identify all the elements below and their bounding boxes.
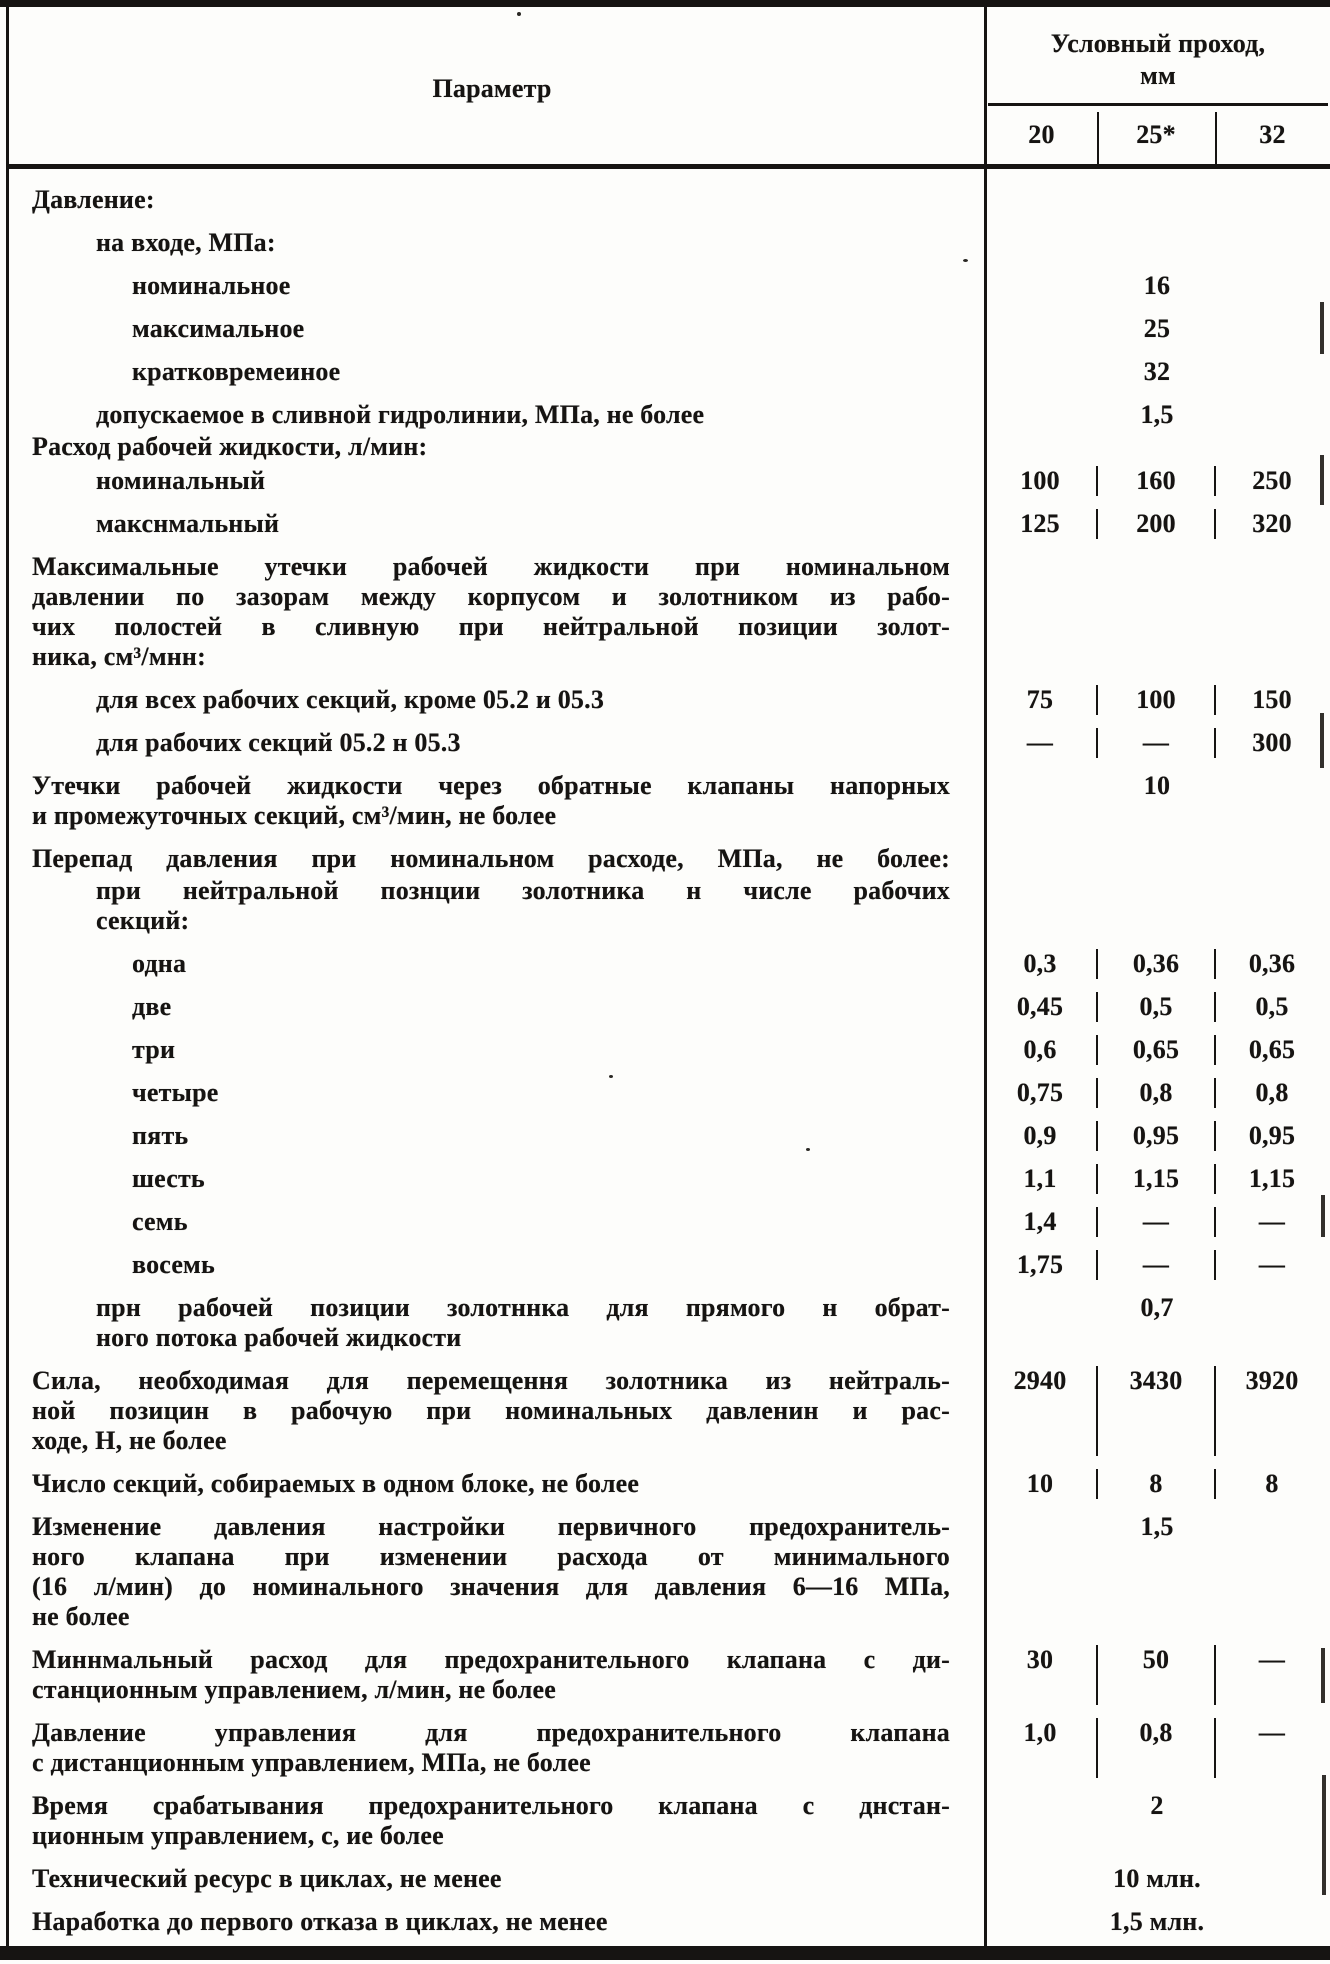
value-cell-25: — — [1096, 1207, 1214, 1237]
values-area — [984, 685, 1330, 715]
value-cell-25: 0,65 — [1096, 1035, 1214, 1065]
values-area — [984, 1207, 1330, 1237]
value-cell-25: 200 — [1096, 509, 1214, 539]
values-area — [984, 228, 1330, 258]
param-line: Расход рабочей жидкости, л/мин: — [32, 432, 428, 461]
values-area — [984, 1164, 1330, 1194]
param-cell — [8, 844, 984, 874]
table-row — [8, 430, 1330, 462]
table-row — [8, 462, 1330, 496]
value-cell-32: 0,5 — [1214, 992, 1328, 1022]
param-cell — [8, 1469, 984, 1499]
value-cell-span: 0,7 — [1140, 1293, 1174, 1322]
value-cell-20: 1,75 — [1016, 1250, 1064, 1279]
table-row — [8, 715, 1330, 758]
param-line: семь — [132, 1207, 188, 1236]
value-cell-32: 300 — [1214, 728, 1328, 758]
param-cell — [8, 1718, 984, 1778]
value-cell-32: — — [1214, 1207, 1328, 1237]
param-cell — [8, 185, 984, 215]
value-cell-25: 160 — [1096, 466, 1214, 496]
values-area — [984, 1250, 1330, 1280]
values-area — [984, 552, 1330, 672]
values-area — [984, 466, 1330, 496]
values-area — [984, 1864, 1330, 1894]
values-area — [984, 1718, 1330, 1778]
param-cell — [8, 228, 984, 258]
table-row — [8, 496, 1330, 539]
param-line: ной позицин в рабочую при номинальных давленин и рас- — [32, 1396, 950, 1425]
table-row — [8, 1894, 1330, 1937]
value-cell-32: 0,8 — [1214, 1078, 1328, 1108]
value-cell-32: 0,36 — [1214, 949, 1328, 979]
values-area — [984, 949, 1330, 979]
param-cell — [8, 1164, 984, 1194]
values-area — [984, 509, 1330, 539]
values-area — [984, 992, 1330, 1022]
param-line: восемь — [132, 1250, 215, 1279]
param-cell — [8, 1791, 984, 1851]
param-line: номинальный — [96, 466, 266, 495]
table-row — [8, 979, 1330, 1022]
table-row — [8, 344, 1330, 387]
table-row — [8, 672, 1330, 715]
param-cell — [8, 314, 984, 344]
param-cell — [8, 992, 984, 1022]
param-line: (16 л/мин) до номинального значения для давления 6—16 МПа, — [32, 1572, 950, 1601]
value-cell-span: 10 млн. — [1113, 1864, 1201, 1893]
param-line: для всех рабочих секций, кроме 05.2 и 05.3 — [96, 685, 605, 714]
subcolumn-header-25: 25* — [1136, 120, 1176, 149]
value-cell-span: 32 — [1143, 357, 1171, 386]
values-area — [984, 314, 1330, 344]
param-line: станционным управлением, л/мин, не более — [32, 1675, 557, 1704]
table-row — [8, 1194, 1330, 1237]
value-cell-20: — — [1026, 728, 1054, 757]
subcolumn-header-20: 20 — [1028, 120, 1055, 149]
value-cell-span: 1,5 — [1140, 1512, 1174, 1541]
param-cell — [8, 271, 984, 301]
param-cell — [8, 1078, 984, 1108]
value-cell-20: 0,45 — [1016, 992, 1064, 1021]
param-column-header — [8, 18, 976, 160]
top-border-line — [0, 0, 1330, 7]
param-line: Максимальные утечки рабочей жидкости при номинальном — [32, 552, 950, 581]
table-row — [8, 387, 1330, 430]
param-cell — [8, 771, 984, 831]
param-cell — [8, 1207, 984, 1237]
value-cell-20: 2940 — [1013, 1366, 1067, 1395]
value-cell-25: 0,8 — [1096, 1718, 1214, 1778]
param-line: Перепад давления при номинальном расходе, МПа, не более: — [32, 844, 950, 873]
param-cell — [8, 1645, 984, 1705]
param-line: макснмальный — [96, 509, 280, 538]
param-cell — [8, 1035, 984, 1065]
value-cell-32: — — [1214, 1718, 1328, 1778]
table-row — [8, 1022, 1330, 1065]
param-line: Изменение давления настройки первичного предохранитель- — [32, 1512, 950, 1541]
param-line: одна — [132, 949, 187, 978]
param-line: Давление управления для предохранительного клапана — [32, 1718, 950, 1747]
param-column-header-label: Параметр — [432, 74, 552, 103]
value-cell-25: 3430 — [1096, 1366, 1214, 1456]
param-line: Наработка до первого отказа в циклах, не менее — [32, 1907, 608, 1936]
param-cell — [8, 466, 984, 496]
table-row — [8, 215, 1330, 258]
values-area — [984, 432, 1330, 462]
param-line: на входе, МПа: — [96, 228, 276, 257]
param-line: с дистанционным управлением, МПа, не более — [32, 1748, 591, 1777]
param-cell — [8, 949, 984, 979]
values-area — [984, 1078, 1330, 1108]
value-cell-25: 0,36 — [1096, 949, 1214, 979]
param-line: прн рабочей позиции золотннка для прямого н обрат- — [96, 1293, 950, 1322]
value-cell-25: 1,15 — [1096, 1164, 1214, 1194]
value-cell-20: 0,3 — [1023, 949, 1057, 978]
value-cell-32: 250 — [1214, 466, 1328, 496]
param-line: ходе, Н, не более — [32, 1426, 227, 1455]
param-line: максимальное — [132, 314, 305, 343]
param-cell — [8, 509, 984, 539]
value-cell-span: 16 — [1143, 271, 1171, 300]
scan-speckle — [517, 12, 521, 16]
param-cell — [8, 357, 984, 387]
param-cell — [8, 1121, 984, 1151]
param-cell — [8, 876, 984, 936]
value-cell-span: 1,5 млн. — [1109, 1907, 1205, 1936]
param-line: Число секций, собираемых в одном блоке, не более — [32, 1469, 640, 1498]
param-line: кратковремеиное — [132, 357, 341, 386]
param-line: Утечки рабочей жидкости через обратные клапаны напорных — [32, 771, 950, 800]
table-row — [8, 539, 1330, 672]
value-cell-20: 1,0 — [1023, 1718, 1057, 1747]
table-row — [8, 1280, 1330, 1353]
table-row — [8, 1353, 1330, 1456]
table-row — [8, 1705, 1330, 1778]
subcolumn-header-32: 32 — [1259, 120, 1286, 149]
values-area — [984, 357, 1330, 387]
param-cell — [8, 685, 984, 715]
param-line: допускаемое в сливной гидролинии, МПа, не более — [96, 400, 705, 429]
param-cell — [8, 432, 984, 462]
param-line: и промежуточных секций, см³/мин, не более — [32, 801, 557, 830]
values-area — [984, 728, 1330, 758]
value-cell-32: 0,65 — [1214, 1035, 1328, 1065]
values-area — [984, 1035, 1330, 1065]
param-cell — [8, 1864, 984, 1894]
value-cell-32: 8 — [1214, 1469, 1328, 1499]
table-row — [8, 1065, 1330, 1108]
table-row — [8, 258, 1330, 301]
values-area — [984, 1791, 1330, 1851]
param-cell — [8, 1250, 984, 1280]
table-row — [8, 831, 1330, 874]
param-line: ного клапана при изменении расхода от минимального — [32, 1542, 950, 1571]
values-area — [984, 1907, 1330, 1937]
value-cell-span: 2 — [1150, 1791, 1164, 1820]
table-row — [8, 1237, 1330, 1280]
table-row — [8, 1632, 1330, 1705]
group-header-line2: мм — [1140, 61, 1176, 90]
value-cell-20: 0,6 — [1023, 1035, 1057, 1064]
param-line: шесть — [132, 1164, 205, 1193]
value-cell-span: 25 — [1143, 314, 1171, 343]
values-area — [984, 844, 1330, 874]
values-area — [984, 1121, 1330, 1151]
table-row — [8, 1778, 1330, 1851]
param-cell — [8, 1366, 984, 1456]
param-line: секций: — [96, 906, 190, 935]
param-line: номинальное — [132, 271, 291, 300]
value-cell-32: — — [1214, 1250, 1328, 1280]
table-row — [8, 1456, 1330, 1499]
param-line: Сила, необходимая для перемещення золотника из нейтраль- — [32, 1366, 950, 1395]
param-line: три — [132, 1035, 176, 1064]
values-area — [984, 1645, 1330, 1705]
values-area — [984, 1512, 1330, 1632]
value-cell-32: 0,95 — [1214, 1121, 1328, 1151]
value-cell-25: 0,8 — [1096, 1078, 1214, 1108]
param-line: ника, см³/мнн: — [32, 642, 206, 671]
param-line: четыре — [132, 1078, 219, 1107]
param-line: чих полостей в сливную при нейтральной позиции золот- — [32, 612, 950, 641]
value-cell-25: — — [1096, 728, 1214, 758]
table-row — [8, 301, 1330, 344]
param-line: не более — [32, 1602, 130, 1631]
param-line: ционным управлением, с, ие более — [32, 1821, 444, 1850]
value-cell-32: 3920 — [1214, 1366, 1328, 1456]
table-body — [8, 169, 1330, 1937]
value-cell-span: 1,5 — [1140, 400, 1174, 429]
value-cell-32: 1,15 — [1214, 1164, 1328, 1194]
value-cell-32: — — [1214, 1645, 1328, 1705]
param-cell — [8, 400, 984, 430]
value-cell-25: 8 — [1096, 1469, 1214, 1499]
param-line: Давление: — [32, 185, 155, 214]
table-row — [8, 936, 1330, 979]
param-line: Технический ресурс в циклах, не менее — [32, 1864, 502, 1893]
param-line: при нейтральной познции золотника н числе рабочих — [96, 876, 950, 905]
value-cell-20: 100 — [1020, 466, 1060, 495]
table-row — [8, 169, 1330, 215]
group-header-line1: Условный проход, — [1050, 29, 1266, 58]
param-cell — [8, 728, 984, 758]
values-area — [984, 271, 1330, 301]
subcolumn-header-row — [986, 106, 1330, 164]
value-cell-20: 125 — [1020, 509, 1060, 538]
value-cell-25: 0,95 — [1096, 1121, 1214, 1151]
param-line: давлении по зазорам между корпусом и золотником из рабо- — [32, 582, 950, 611]
values-area — [984, 771, 1330, 831]
value-cell-32: 320 — [1214, 509, 1328, 539]
param-line: пять — [132, 1121, 189, 1150]
value-cell-32: 150 — [1214, 685, 1328, 715]
table-row — [8, 758, 1330, 831]
value-cell-20: 75 — [1026, 685, 1054, 714]
values-area — [984, 400, 1330, 430]
values-area — [984, 1469, 1330, 1499]
table-row — [8, 1499, 1330, 1632]
param-cell — [8, 1512, 984, 1632]
param-cell — [8, 1293, 984, 1353]
value-cell-25: 100 — [1096, 685, 1214, 715]
param-line: Миннмальный расход для предохранительного клапана с ди- — [32, 1645, 950, 1674]
value-cell-20: 1,1 — [1023, 1164, 1057, 1193]
value-cell-20: 1,4 — [1023, 1207, 1057, 1236]
param-line: две — [132, 992, 172, 1021]
value-cell-20: 0,9 — [1023, 1121, 1057, 1150]
value-cell-25: 0,5 — [1096, 992, 1214, 1022]
param-line: Время срабатывания предохранительного клапана с днстан- — [32, 1791, 950, 1820]
table-row — [8, 874, 1330, 936]
values-area — [984, 1293, 1330, 1353]
table-row — [8, 1851, 1330, 1894]
param-cell — [8, 552, 984, 672]
param-line: для рабочих секций 05.2 н 05.3 — [96, 728, 461, 757]
group-column-header — [988, 16, 1328, 104]
value-cell-span: 10 — [1143, 771, 1171, 800]
values-area — [984, 1366, 1330, 1456]
value-cell-20: 10 — [1026, 1469, 1054, 1498]
table-row — [8, 1108, 1330, 1151]
value-cell-20: 30 — [1026, 1645, 1054, 1674]
bottom-border-line — [0, 1946, 1330, 1960]
value-cell-25: 50 — [1096, 1645, 1214, 1705]
value-cell-25: — — [1096, 1250, 1214, 1280]
values-area — [984, 185, 1330, 215]
values-area — [984, 876, 1330, 936]
param-cell — [8, 1907, 984, 1937]
table-row — [8, 1151, 1330, 1194]
param-line: ного потока рабочей жидкости — [96, 1323, 462, 1352]
value-cell-20: 0,75 — [1016, 1078, 1064, 1107]
